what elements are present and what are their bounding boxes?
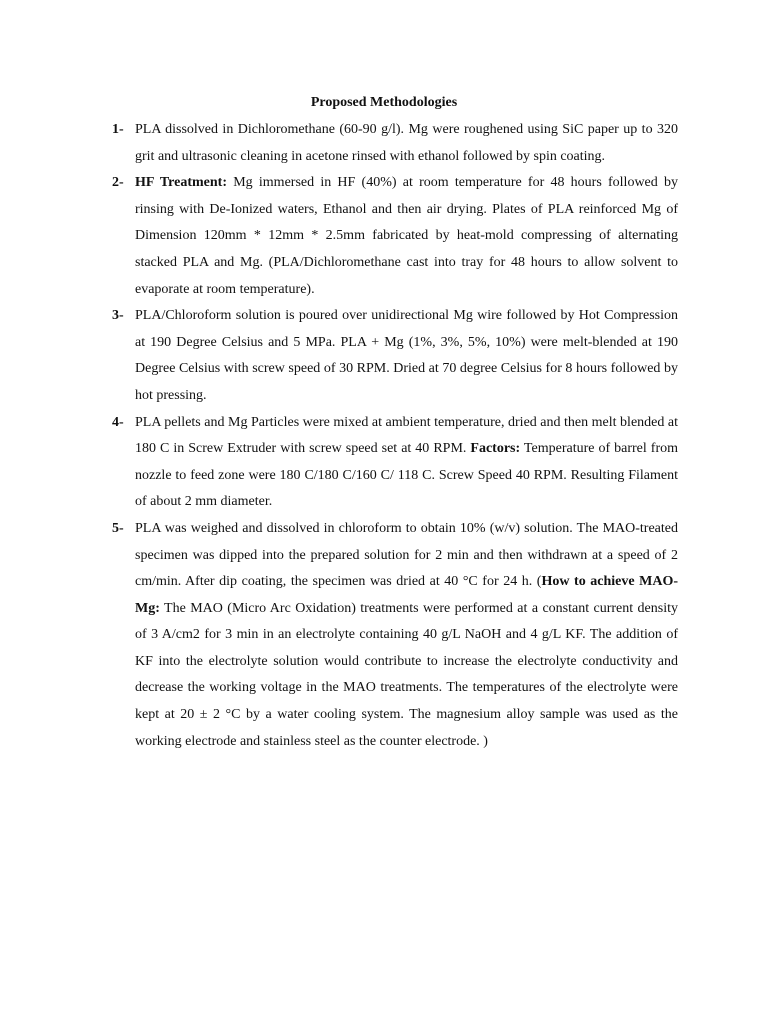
list-item-1 — [112, 117, 678, 170]
item-text: PLA dissolved in Dichloromethane (60-90 g/l). Mg were roughened using SiC paper up to 320 grit and ultrasonic cleaning in acetone rinsed with ethanol followed by spin coating. — [135, 122, 678, 164]
item-text: PLA pellets and Mg Particles were mixed at ambient temperature, dried and then melt blended at 180 C in Screw Extruder with screw speed set at 40 RPM. — [135, 414, 678, 457]
item-number: 5- — [112, 520, 124, 536]
item-number: 3- — [112, 308, 124, 324]
item-bold-label: How to achieve MAO-Mg: — [135, 574, 679, 616]
methodology-list — [112, 117, 678, 755]
item-bold-label: HF Treatment: — [135, 175, 228, 191]
item-text-after: Temperature of barrel from nozzle to feed zone were 180 C/180 C/160 C/ 118 C. Screw Speed 40 RPM. Resulting Filament of about 2 mm diameter. — [135, 441, 678, 510]
item-number: 1- — [112, 122, 124, 137]
list-item-2 — [112, 170, 678, 303]
item-text: Mg immersed in HF (40%) at room temperature for 48 hours followed by rinsing with De-Ionized waters, Ethanol and then air drying. Plates of PLA reinforced Mg of Dimension 120mm * 12mm * 2.5mm fabricated by heat-mold compressing of alternating stacked PLA and Mg. (PLA/Dichloromethane cast into tray for 48 hours to allow solvent to evaporate at room temperature). — [135, 175, 678, 297]
item-text: PLA/Chloroform solution is poured over unidirectional Mg wire followed by Hot Compression at 190 Degree Celsius and 5 MPa. PLA + Mg (1%, 3%, 5%, 10%) were melt-blended at 190 Degree Celsius with screw speed of 30 RPM. Dried at 70 degree Celsius for 8 hours followed by hot pressing. — [135, 308, 678, 403]
item-text-after: The MAO (Micro Arc Oxidation) treatments were performed at a constant current density of 3 A/cm2 for 3 min in an electrolyte containing 40 g/L NaOH and 4 g/L KF. The addition of KF into the electrolyte solution would contribute to increase the electrolyte conductivity and decrease the working voltage in the MAO treatments. The temperatures of the electrolyte were kept at 20 ± 2 °C by a water cooling system. The magnesium alloy sample was used as the working electrode and stainless steel as the counter electrode. ) — [135, 600, 678, 749]
list-item-5 — [112, 516, 678, 755]
item-number: 4- — [112, 414, 124, 430]
item-number: 2- — [112, 175, 124, 191]
list-item-4 — [112, 410, 678, 516]
list-item-3 — [112, 303, 678, 409]
page-title: Proposed Methodologies — [310, 95, 458, 110]
item-text: PLA was weighed and dissolved in chloroform to obtain 10% (w/v) solution. The MAO-treated specimen was dipped into the prepared solution for 2 min and then withdrawn at a speed of 2 cm/min. After dip coating, the specimen was dried at 40 °C for 24 h. ( — [135, 520, 678, 590]
item-bold-label: Factors: — [470, 441, 521, 457]
